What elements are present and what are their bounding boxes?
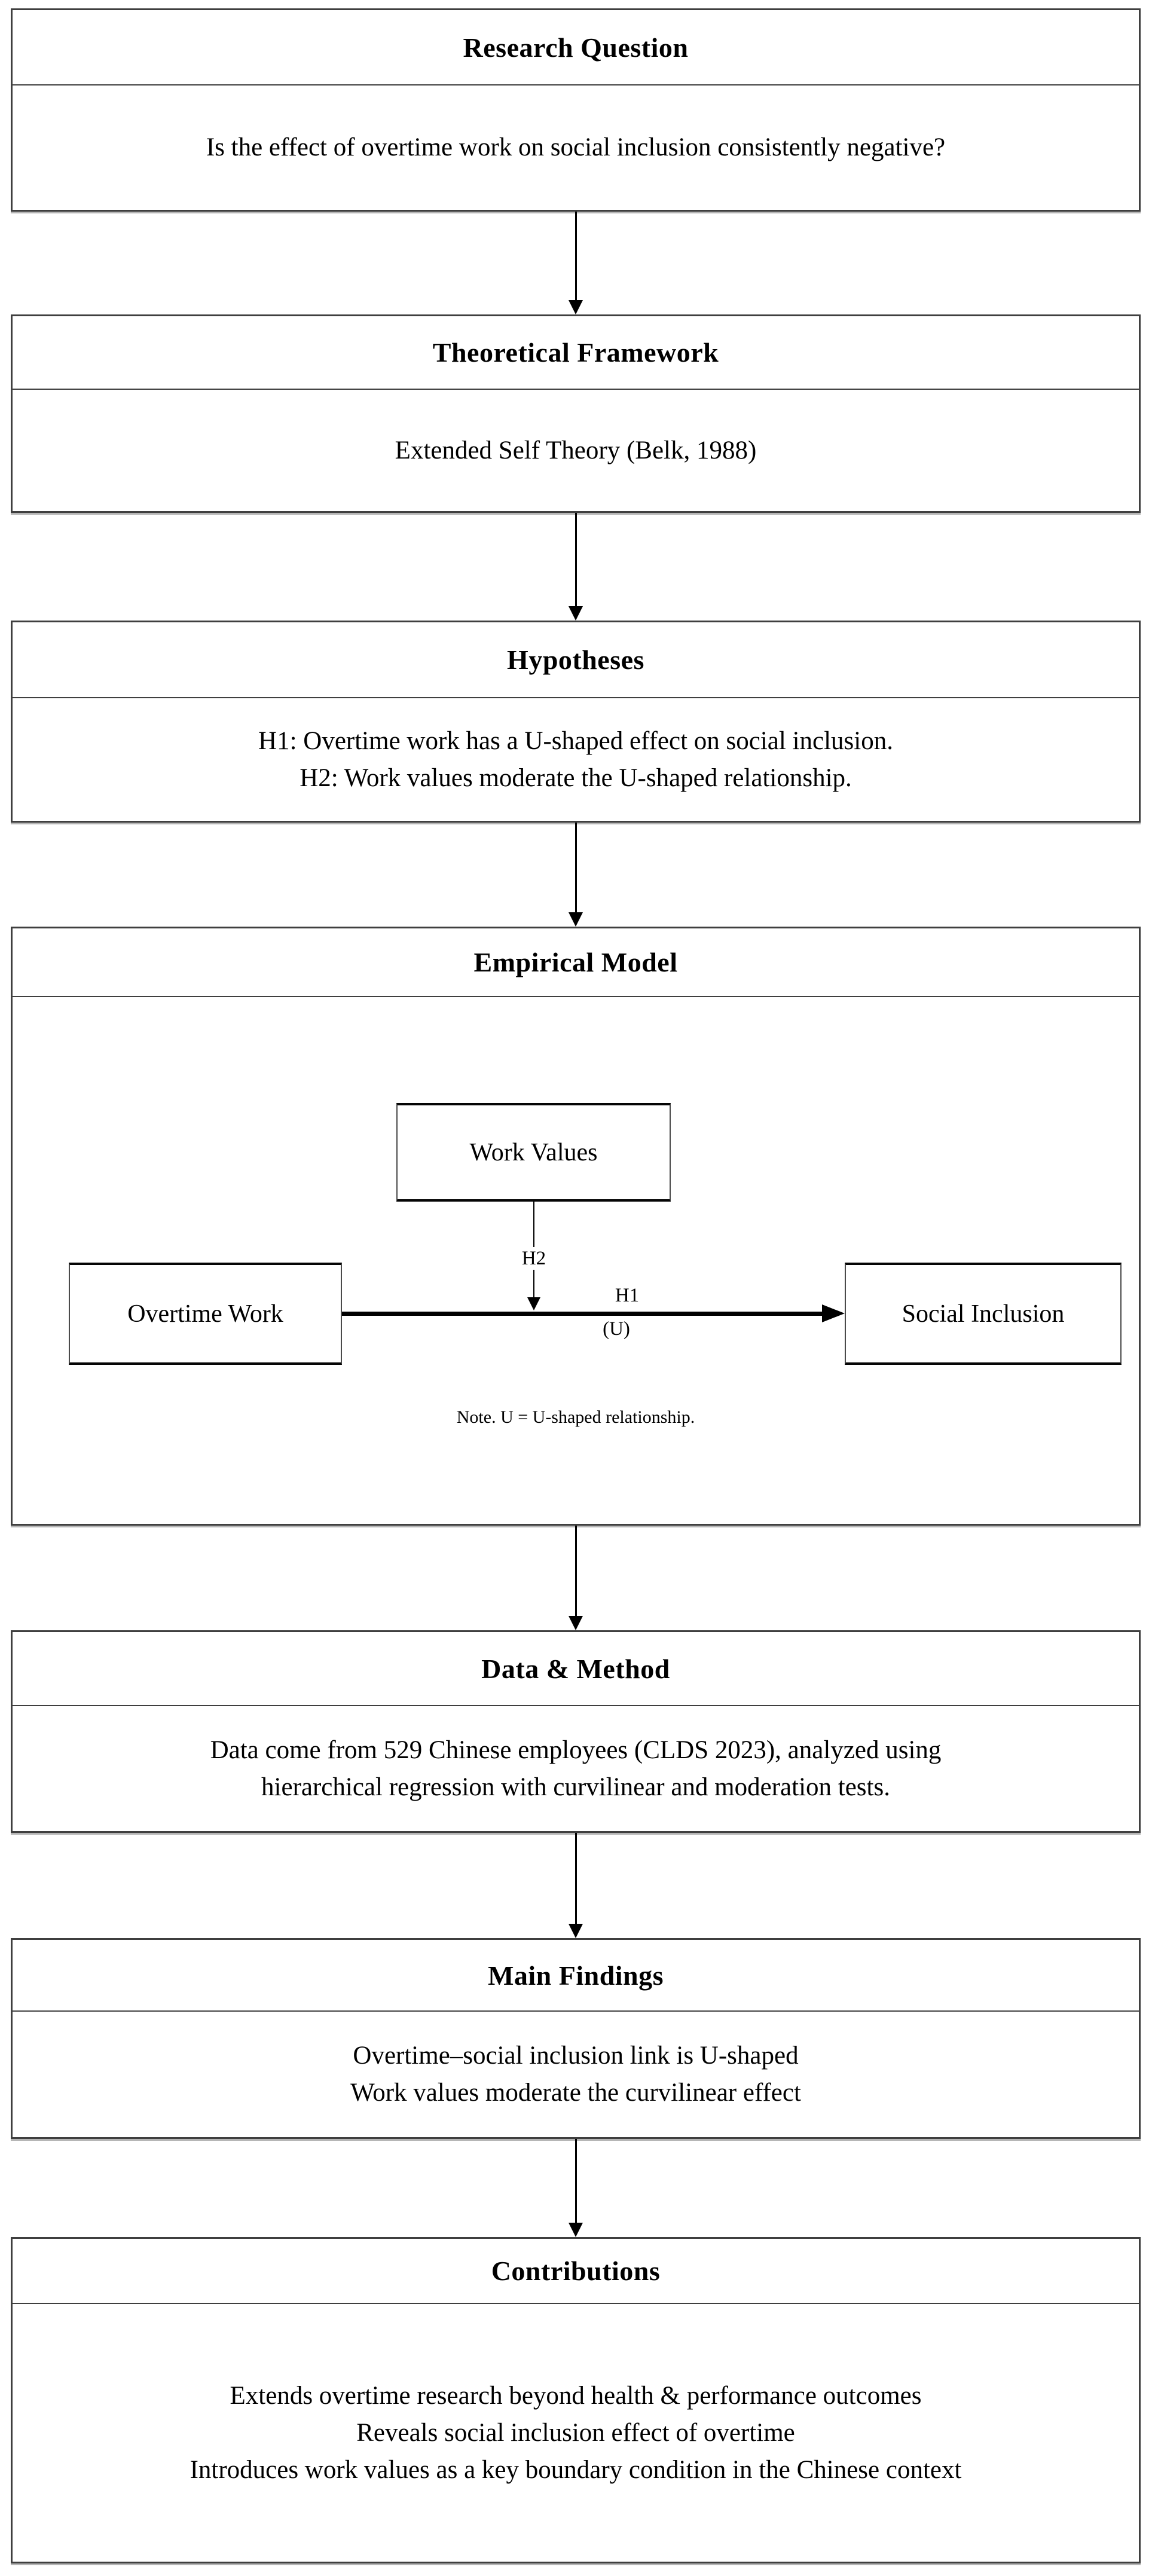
block-title: Empirical Model	[13, 928, 1139, 997]
h1-arrowhead-right-icon	[822, 1304, 845, 1322]
main-findings-block	[11, 1938, 1141, 2139]
block-title: Data & Method	[13, 1632, 1139, 1706]
body-line: H2: Work values moderate the U-shaped relationship.	[300, 763, 852, 792]
arrowhead-down-icon	[569, 2223, 583, 2237]
flow-arrow-4	[569, 1526, 583, 1630]
body-line: Introduces work values as a key boundary condition in the Chinese context	[190, 2455, 962, 2484]
arrowhead-down-icon	[569, 606, 583, 621]
block-body	[13, 1706, 1139, 1831]
hypotheses-block	[11, 621, 1141, 823]
data-method-block	[11, 1630, 1141, 1833]
arrow-line	[575, 823, 577, 912]
arrowhead-down-icon	[569, 1924, 583, 1938]
block-body	[13, 85, 1139, 210]
arrow-line	[575, 513, 577, 606]
overtime-work-box: Overtime Work	[69, 1263, 342, 1365]
arrow-line	[575, 1526, 577, 1616]
body-line: Data come from 529 Chinese employees (CLDS 2023), analyzed using	[210, 1735, 942, 1764]
research-question-block	[11, 8, 1141, 212]
flow-arrow-5	[569, 1833, 583, 1938]
body-line: hierarchical regression with curvilinear and moderation tests.	[261, 1773, 890, 1801]
h2-label: H2	[503, 1247, 565, 1270]
u-shape-label: (U)	[603, 1318, 630, 1340]
arrowhead-down-icon	[569, 912, 583, 927]
arrowhead-down-icon	[569, 300, 583, 314]
social-inclusion-box: Social Inclusion	[845, 1263, 1122, 1365]
arrow-line	[575, 212, 577, 300]
h1-arrow-line	[342, 1312, 822, 1316]
block-body	[13, 2304, 1139, 2562]
body-line: Overtime–social inclusion link is U-shaped	[353, 2042, 799, 2070]
block-body	[13, 390, 1139, 511]
h2-arrowhead-down-icon	[527, 1297, 540, 1310]
work-values-box: Work Values	[396, 1103, 671, 1202]
body-line: Reveals social inclusion effect of overtime	[356, 2418, 795, 2447]
block-title: Theoretical Framework	[13, 316, 1139, 390]
block-title: Contributions	[13, 2239, 1139, 2304]
model-note: Note. U = U-shaped relationship.	[456, 1407, 695, 1427]
body-line: Extended Self Theory (Belk, 1988)	[395, 436, 757, 465]
body-line: Is the effect of overtime work on social inclusion consistently negative?	[206, 133, 946, 161]
block-body	[13, 2012, 1139, 2137]
block-title: Main Findings	[13, 1940, 1139, 2012]
flow-arrow-6	[569, 2139, 583, 2237]
arrowhead-down-icon	[569, 1616, 583, 1630]
arrow-line	[575, 1833, 577, 1924]
flow-arrow-1	[569, 212, 583, 314]
arrow-line	[575, 2139, 577, 2223]
model-diagram	[13, 997, 1139, 1524]
empirical-model-block	[11, 927, 1141, 1526]
body-line: H1: Overtime work has a U-shaped effect on social inclusion.	[258, 726, 893, 755]
flow-arrow-2	[569, 513, 583, 621]
body-line: Extends overtime research beyond health & performance outcomes	[230, 2381, 922, 2410]
block-title: Research Question	[13, 10, 1139, 85]
contributions-block	[11, 2237, 1141, 2563]
h1-label: H1	[615, 1285, 640, 1306]
block-title: Hypotheses	[13, 622, 1139, 698]
block-body	[13, 698, 1139, 821]
body-line: Work values moderate the curvilinear effect	[350, 2079, 801, 2107]
flow-arrow-3	[569, 823, 583, 927]
theoretical-framework-block	[11, 314, 1141, 513]
